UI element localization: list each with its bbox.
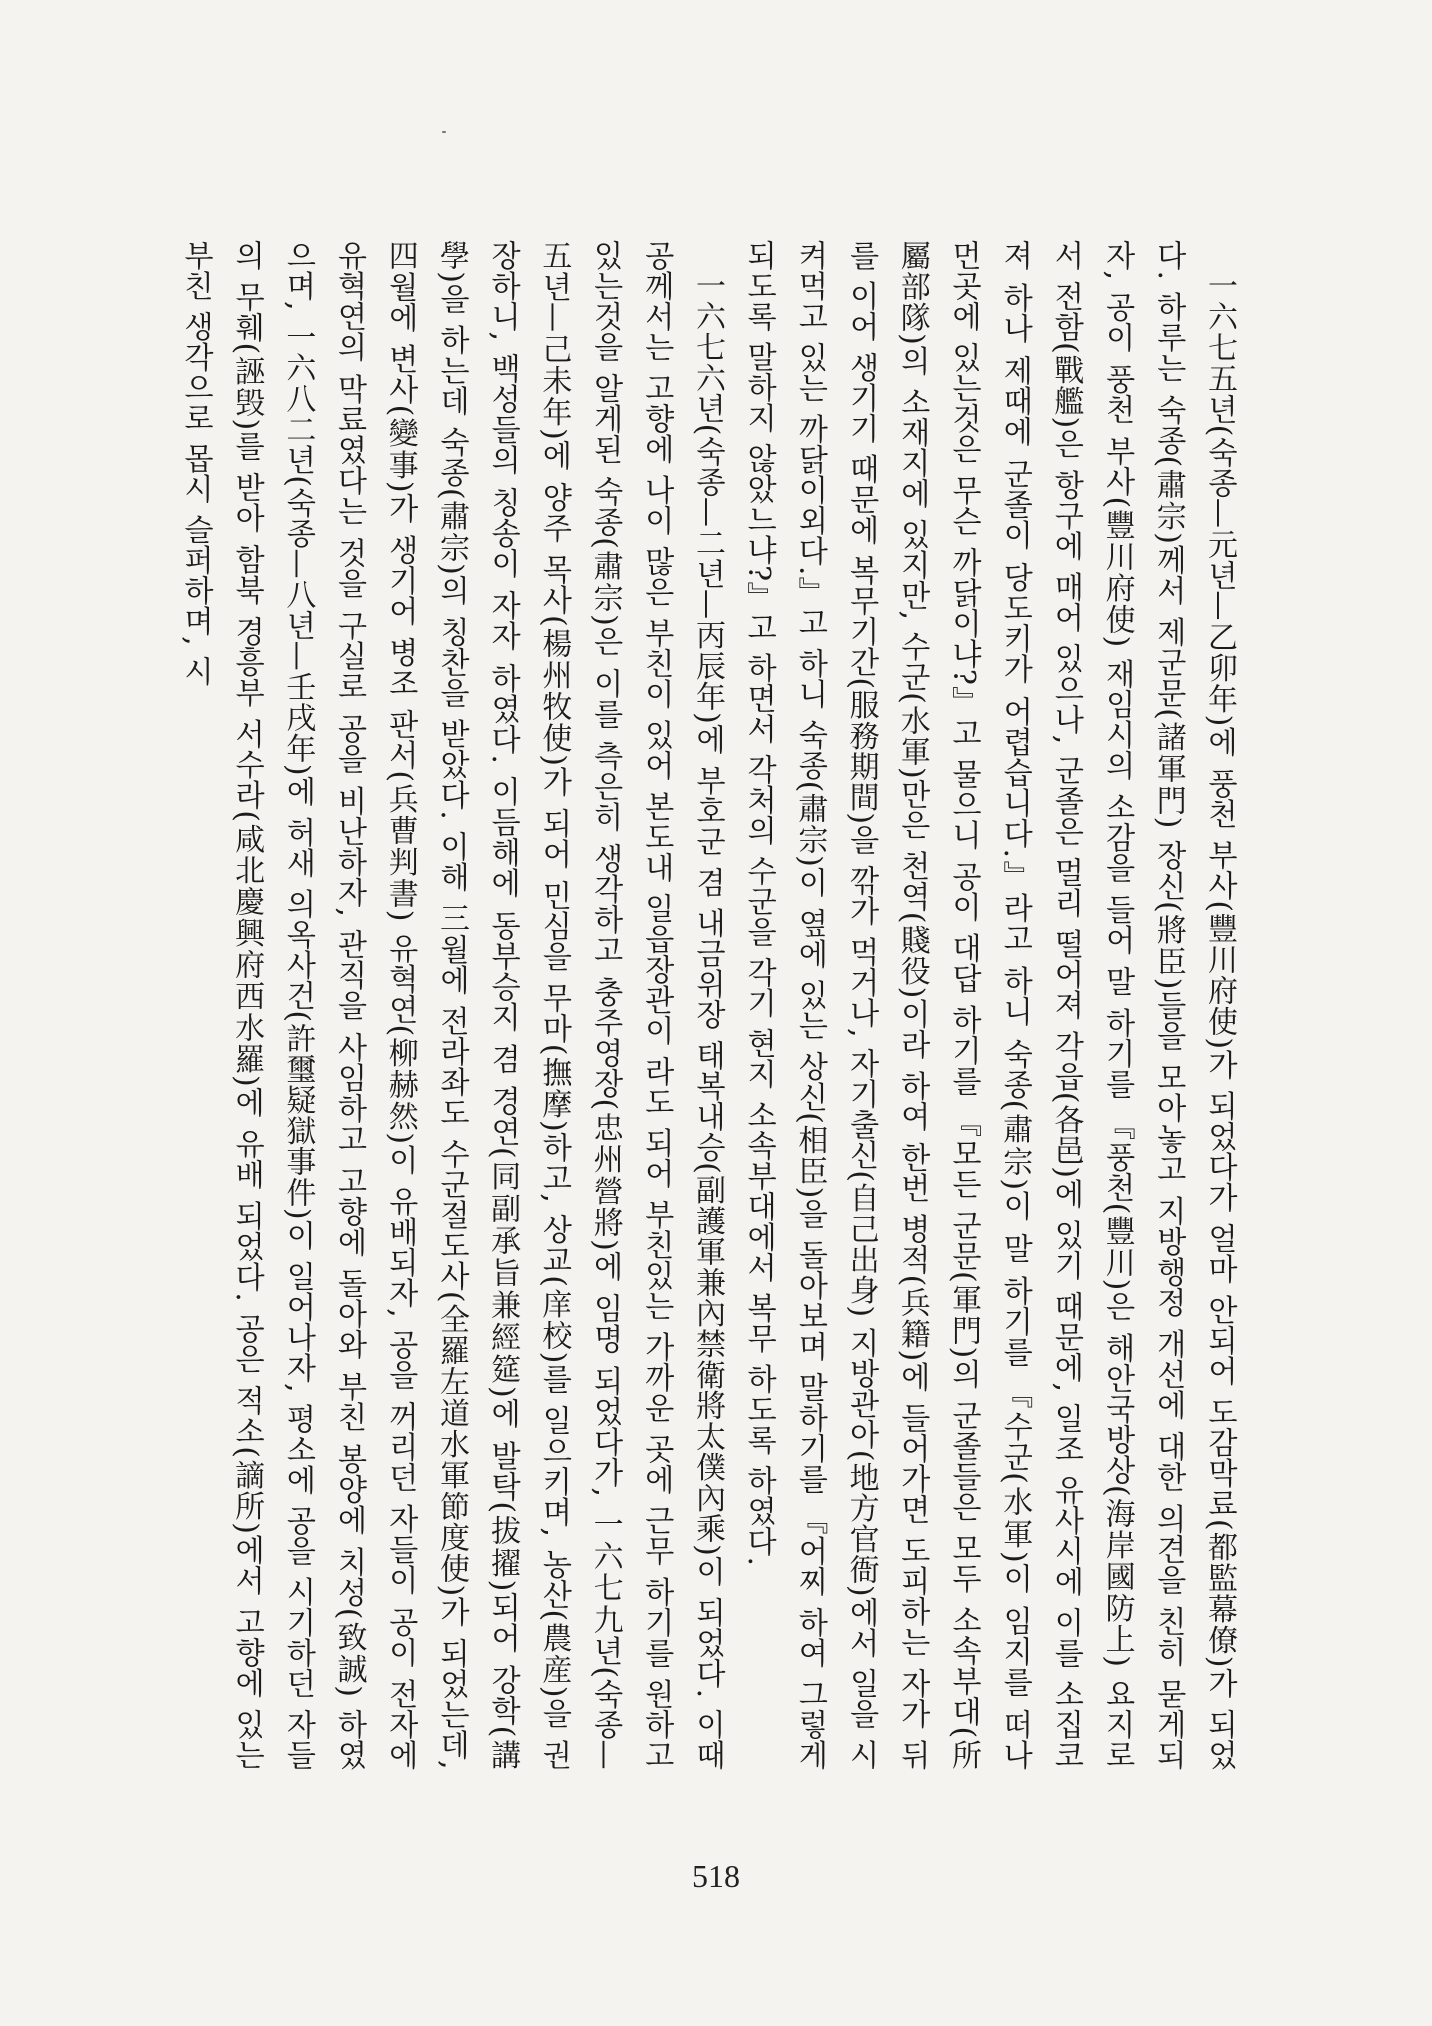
paragraph-1: 一六七五년(숙종—元년—乙卯年)에 풍천 부사(豐川府使)가 되었다가 얼마 안되어 도감막료(都監幕僚)가 되었다. 하루는 숙종(肅宗)께서 제군문(諸軍門) 장신(將臣)들을 모아놓고 지방행정 개선에 대한 의견을 친히 묻게되자, 공이 풍천 부사(豐川府使) 재임시의 소감을 들어 말 하기를 『풍천(豐川)은 해안국방상(海岸國防上) 요지로서 전함(戰艦)은 항구에 매어 있으나, 군졸은 멀리 떨어져 각읍(各邑)에 있기 때문에, 일조 유사시에 이를 소집코져 하나 제때에 군졸이 당도키가 어렵습니다.』라고 하니 숙종(肅宗)이 말 하기를 『수군(水軍)이 임지를 떠나 먼곳에 있는것은 무슨 까닭이냐?』고 물으니 공이 대답 하기를 『모든 군문(軍門)의 군졸들은 모두 소속부대(所屬部隊)의 소재지에 있지만, 수군(水軍)만은 천역(賤役)이라 하여 한번 병적(兵籍)에 들어가면 도피하는 자가 뒤를 이어 생기기 때문에 복무기간(服務期間)을 깎가 먹거나, 자기출신(自己出身) 지방관아(地方官衙)에서 일을 시켜먹고 있는 까닭이외다.』고 하니 숙종(肅宗)이 옆에 있는 상신(相臣)을 돌아보며 말하기를 『어찌 하여 그렇게 되도록 말하지 않았느냐?』고 하면서 각처의 수군을 각기 현지 소속부대에서 복무 하도록 하였다.	[741, 240, 1237, 1770]
paragraph-2: 一六七六년(숙종—二년—丙辰年)에 부호군 겸 내금위장 태복내승(副護軍兼內禁衛將太僕內乘)이 되었다. 이때 공께서는 고향에 나이 많은 부친이 있어 본도내 일읍장관이 라도 되어 부친있는 가까운 곳에 근무 하기를 원하고 있는것을 알게된 숙종(肅宗)은 이를 측은히 생각하고 충주영장(忠州營將)에 임명 되었다가, 一六七九년(숙종—五년—己未年)에 양주 목사(楊州牧使)가 되어 민심을 무마(撫摩)하고, 상교(庠校)를 일으키며, 농산(農産)을 권장하니, 백성들의 칭송이 자자 하였다. 이듬해에 동부승지 겸 경연(同副承旨兼經筵)에 발탁(拔擢)되어 강학(講學)을 하는데 숙종(肅宗)의 칭찬을 받았다. 이해 三월에 전라좌도 수군절도사(全羅左道水軍節度使)가 되었는데, 四월에 변사(變事)가 생기어 병조 판서(兵曹判書) 유혁연(柳赫然)이 유배되자, 공을 꺼리던 자들이 공이 전자에 유혁연의 막료였다는 것을 구실로 공을 비난하자, 관직을 사임하고 고향에 돌아와 부친 봉양에 치성(致誠) 하였으며, 一六八二년(숙종—八년—壬戌年)에 허새 의옥사건(許璽疑獄事件)이 일어나자, 평소에 공을 시기하던 자들의 무훼(誣毁)를 받아 함북 경흥부 서수라(咸北慶興府西水羅)에 유배 되었다. 공은 적소(謫所)에서 고향에 있는 부친 생각으로 몹시 슬퍼하며, 시	[177, 240, 725, 1770]
page-number: 518	[692, 1858, 740, 1894]
vertical-text-body	[177, 240, 1245, 1770]
scan-speck	[442, 131, 446, 133]
